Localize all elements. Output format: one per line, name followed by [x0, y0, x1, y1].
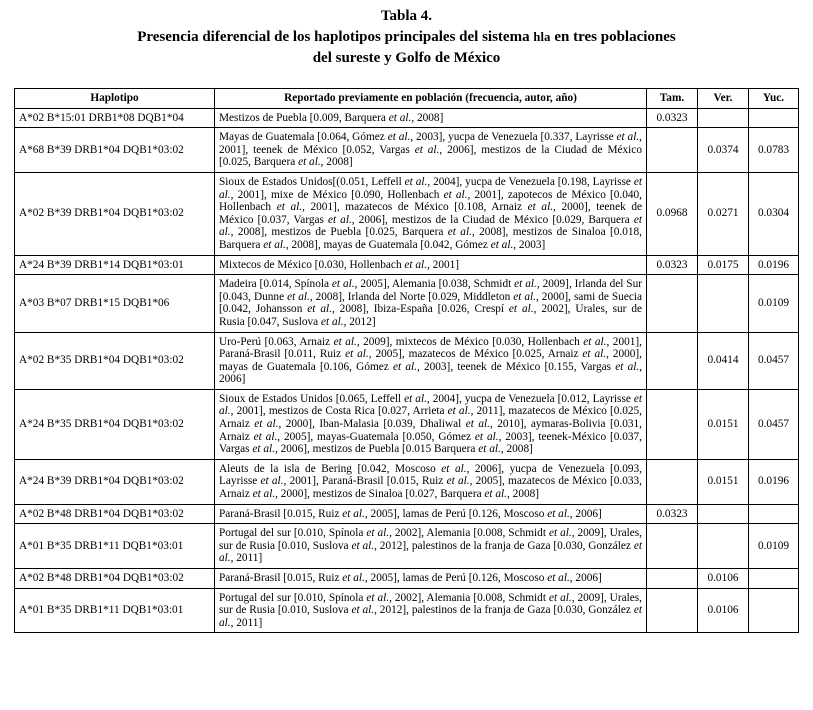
cell-ver: 0.0151: [698, 389, 749, 459]
cell-reportado: Paraná-Brasil [0.015, Ruiz et al., 2005], lamas de Perú [0.126, Moscoso et al., 2006]: [215, 569, 647, 589]
cell-tam: [647, 524, 698, 569]
cell-ver: 0.0106: [698, 569, 749, 589]
table-row: [15, 504, 799, 524]
table-row: [15, 332, 799, 389]
cell-yuc: 0.0196: [749, 459, 799, 504]
cell-ver: [698, 275, 749, 332]
cell-tam: [647, 389, 698, 459]
cell-yuc: [749, 569, 799, 589]
table-row: [15, 255, 799, 275]
cell-tam: [647, 459, 698, 504]
cell-ver: 0.0151: [698, 459, 749, 504]
cell-ver: 0.0271: [698, 172, 749, 255]
table-row: [15, 569, 799, 589]
cell-yuc: 0.0457: [749, 332, 799, 389]
cell-ver: [698, 504, 749, 524]
table-header-row: [15, 89, 799, 109]
cell-reportado: Sioux de Estados Unidos[(0.051, Leffell et al., 2004], yucpa de Venezuela [0.198, Layrisse et al., 2001], mixe de México [0.090, Hollenbach et al., 2001], zapotecos de México [0.040, Hollenbach et al., 2001], mazatecos de México [0.108, Arnaiz et al., 2000], teenek de México [0.037, Vargas et al., 2006], mestizos de la Ciudad de México [0.029, Barquera et al., 2008], mestizos de Puebla [0.025, Barquera et al., 2008], mestizos de Sinaloa [0.018, Barquera et al., 2008], mayas de Guatemala [0.042, Gómez et al., 2003]: [215, 172, 647, 255]
cell-yuc: 0.0109: [749, 524, 799, 569]
table-caption-line-2: del sureste y Golfo de México: [312, 50, 501, 66]
cell-yuc: 0.0783: [749, 128, 799, 173]
cell-haplotipo: A*01 B*35 DRB1*11 DQB1*03:01: [15, 524, 215, 569]
cell-yuc: [749, 588, 799, 633]
column-header-yuc: Yuc.: [749, 89, 799, 109]
cell-haplotipo: A*24 B*39 DRB1*14 DQB1*03:01: [15, 255, 215, 275]
cell-yuc: [749, 504, 799, 524]
cell-haplotipo: A*24 B*35 DRB1*04 DQB1*03:02: [15, 389, 215, 459]
cell-ver: 0.0106: [698, 588, 749, 633]
cell-ver: 0.0175: [698, 255, 749, 275]
caption-text-b: en tres poblaciones: [550, 29, 676, 45]
cell-ver: 0.0414: [698, 332, 749, 389]
cell-reportado: Sioux de Estados Unidos [0.065, Leffell et al., 2004], yucpa de Venezuela [0.012, Layrisse et al., 2001], mestizos de Costa Rica [0.027, Arrieta et al., 2011], mazatecos de México [0.025, Arnaiz et al., 2000], Iban-Malasia [0.039, Dhaliwal et al., 2010], aymaras-Bolivia [0.031, Arnaiz et al., 2005], mayas-Guatemala [0.050, Gómez et al., 2003], teenek-México [0.037, Vargas et al., 2006], mestizos de Puebla [0.015 Barquera et al., 2008]: [215, 389, 647, 459]
column-header-ver: Ver.: [698, 89, 749, 109]
cell-haplotipo: A*01 B*35 DRB1*11 DQB1*03:01: [15, 588, 215, 633]
cell-reportado: Mixtecos de México [0.030, Hollenbach et al., 2001]: [215, 255, 647, 275]
cell-haplotipo: A*24 B*39 DRB1*04 DQB1*03:02: [15, 459, 215, 504]
column-header-tam: Tam.: [647, 89, 698, 109]
cell-tam: [647, 275, 698, 332]
table-row: [15, 588, 799, 633]
column-header-reportado: Reportado previamente en población (frecuencia, autor, año): [215, 89, 647, 109]
table-row: [15, 128, 799, 173]
table-caption-line-1: [14, 27, 799, 48]
table-body: [15, 108, 799, 633]
table-row: [15, 389, 799, 459]
cell-haplotipo: A*02 B*35 DRB1*04 DQB1*03:02: [15, 332, 215, 389]
cell-ver: [698, 524, 749, 569]
table-number: Tabla 4.: [380, 8, 433, 24]
cell-haplotipo: A*02 B*48 DRB1*04 DQB1*03:02: [15, 569, 215, 589]
cell-reportado: Aleuts de la isla de Bering [0.042, Moscoso et al., 2006], yucpa de Venezuela [0.093, Layrisse et al., 2001], Paraná-Brasil [0.015, Ruiz et al., 2005], mazatecos de México [0.033, Arnaiz et al., 2000], mestizos de Sinaloa [0.027, Barquera et al., 2008]: [215, 459, 647, 504]
table-header: [15, 89, 799, 109]
title-block: [14, 6, 799, 69]
cell-yuc: [749, 108, 799, 128]
cell-haplotipo: A*02 B*15:01 DRB1*08 DQB1*04: [15, 108, 215, 128]
cell-reportado: Portugal del sur [0.010, Spínola et al., 2002], Alemania [0.008, Schmidt et al., 2009], Urales, sur de Rusia [0.010, Suslova et al., 2012], palestinos de la franja de Gaza [0.030, González et al., 2011]: [215, 588, 647, 633]
table-row: [15, 459, 799, 504]
cell-reportado: Portugal del sur [0.010, Spínola et al., 2002], Alemania [0.008, Schmidt et al., 2009], Urales, sur de Rusia [0.010, Suslova et al., 2012], palestinos de la franja de Gaza [0.030, González et al., 2011]: [215, 524, 647, 569]
table-row: [15, 524, 799, 569]
cell-reportado: Uro-Perú [0.063, Arnaiz et al., 2009], mixtecos de México [0.030, Hollenbach et al., 2001], Paraná-Brasil [0.011, Ruiz et al., 2005], mazatecos de México [0.025, Arnaiz et al., 2000], mayas de Guatemala [0.106, Gómez et al., 2003], teenek de México [0.155, Vargas et al., 2006]: [215, 332, 647, 389]
table-row: [15, 108, 799, 128]
cell-reportado: Paraná-Brasil [0.015, Ruiz et al., 2005], lamas de Perú [0.126, Moscoso et al., 2006]: [215, 504, 647, 524]
table-row: [15, 172, 799, 255]
cell-yuc: 0.0304: [749, 172, 799, 255]
cell-tam: 0.0323: [647, 108, 698, 128]
cell-reportado: Mayas de Guatemala [0.064, Gómez et al., 2003], yucpa de Venezuela [0.337, Layrisse et al., 2001], teenek de México [0.052, Vargas et al., 2006], mestizos de la Ciudad de México [0.025, Barquera et al., 2008]: [215, 128, 647, 173]
haplotype-table: [14, 88, 799, 633]
cell-tam: 0.0323: [647, 504, 698, 524]
cell-yuc: 0.0457: [749, 389, 799, 459]
cell-haplotipo: A*03 B*07 DRB1*15 DQB1*06: [15, 275, 215, 332]
cell-haplotipo: A*68 B*39 DRB1*04 DQB1*03:02: [15, 128, 215, 173]
cell-reportado: Madeira [0.014, Spínola et al., 2005], Alemania [0.038, Schmidt et al., 2009], Irlanda del Sur [0.043, Dunne et al., 2008], Irlanda del Norte [0.029, Middleton et al., 2000], sami de Suecia [0.042, Johansson et al., 2008], Ibiza-España [0.026, Crespí et al., 2002], Urales, sur de Rusia [0.047, Suslova et al., 2012]: [215, 275, 647, 332]
cell-tam: 0.0323: [647, 255, 698, 275]
cell-tam: [647, 569, 698, 589]
cell-reportado: Mestizos de Puebla [0.009, Barquera et al., 2008]: [215, 108, 647, 128]
cell-ver: [698, 108, 749, 128]
column-header-haplotipo: Haplotipo: [15, 89, 215, 109]
cell-ver: 0.0374: [698, 128, 749, 173]
cell-yuc: 0.0196: [749, 255, 799, 275]
caption-hla-smallcaps: hla: [533, 30, 551, 44]
cell-tam: [647, 332, 698, 389]
caption-text-a: Presencia diferencial de los haplotipos principales del sistema: [137, 29, 534, 45]
table-row: [15, 275, 799, 332]
cell-haplotipo: A*02 B*39 DRB1*04 DQB1*03:02: [15, 172, 215, 255]
cell-tam: [647, 588, 698, 633]
cell-yuc: 0.0109: [749, 275, 799, 332]
cell-haplotipo: A*02 B*48 DRB1*04 DQB1*03:02: [15, 504, 215, 524]
cell-tam: [647, 128, 698, 173]
cell-tam: 0.0968: [647, 172, 698, 255]
